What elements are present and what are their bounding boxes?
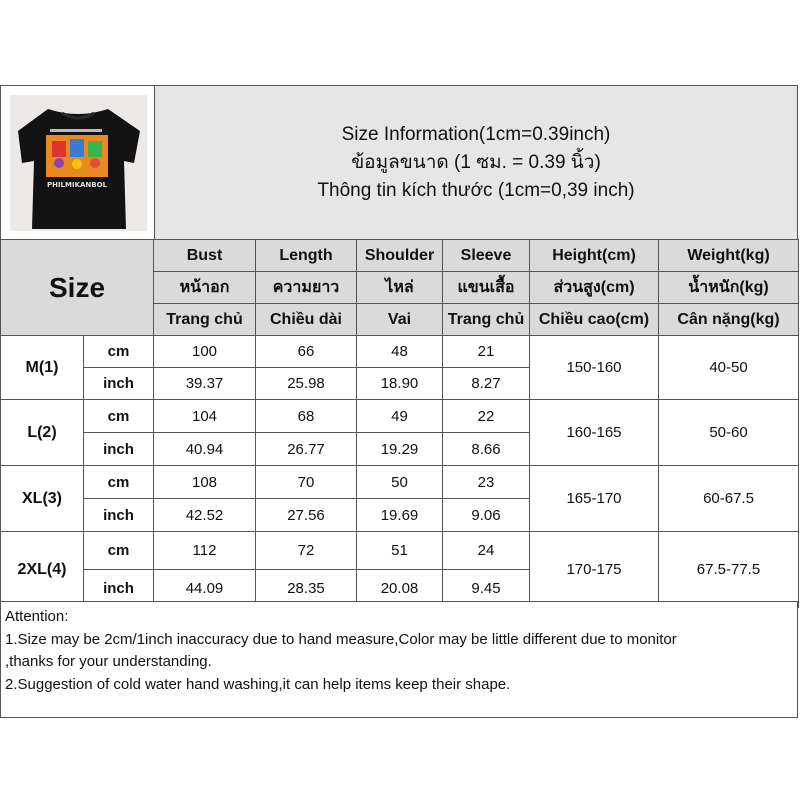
size-chart bbox=[0, 85, 799, 718]
unit-inch: inch bbox=[84, 570, 154, 608]
column-header-shoulder-th: ไหล่ bbox=[357, 272, 443, 304]
cell-length-inch: 26.77 bbox=[256, 433, 357, 466]
size-row-cm bbox=[1, 400, 799, 433]
size-row-cm bbox=[1, 336, 799, 368]
size-name: M(1) bbox=[1, 336, 84, 400]
cell-height: 160-165 bbox=[530, 400, 659, 466]
cell-height: 165-170 bbox=[530, 466, 659, 532]
cell-weight: 40-50 bbox=[659, 336, 799, 400]
shirt-print-text: PHILMIKANBOL bbox=[46, 181, 108, 189]
column-header-sleeve-th: แขนเสื้อ bbox=[443, 272, 530, 304]
cell-length-cm: 66 bbox=[256, 336, 357, 368]
unit-cm: cm bbox=[84, 466, 154, 499]
cell-height: 150-160 bbox=[530, 336, 659, 400]
column-header-weight-vi: Cân nặng(kg) bbox=[659, 304, 799, 336]
cell-bust-cm: 104 bbox=[154, 400, 256, 433]
size-info-title-th: ข้อมูลขนาด (1 ซม. = 0.39 นิ้ว) bbox=[351, 151, 601, 173]
column-header-shoulder: Shoulder bbox=[357, 240, 443, 272]
column-header-height: Height(cm) bbox=[530, 240, 659, 272]
unit-cm: cm bbox=[84, 532, 154, 570]
column-header-length-th: ความยาว bbox=[256, 272, 357, 304]
cell-bust-cm: 108 bbox=[154, 466, 256, 499]
column-header-sleeve: Sleeve bbox=[443, 240, 530, 272]
cell-shoulder-cm: 49 bbox=[357, 400, 443, 433]
cell-length-cm: 72 bbox=[256, 532, 357, 570]
tshirt-image bbox=[12, 101, 144, 229]
cell-bust-inch: 39.37 bbox=[154, 368, 256, 400]
cell-weight: 67.5-77.5 bbox=[659, 532, 799, 608]
attention-note-1-continued: ,thanks for your understanding. bbox=[5, 653, 212, 670]
unit-cm: cm bbox=[84, 400, 154, 433]
cell-bust-inch: 40.94 bbox=[154, 433, 256, 466]
cell-shoulder-inch: 19.29 bbox=[357, 433, 443, 466]
header-row-en bbox=[1, 240, 799, 272]
cell-sleeve-cm: 24 bbox=[443, 532, 530, 570]
cell-height: 170-175 bbox=[530, 532, 659, 608]
product-photo bbox=[10, 95, 147, 231]
size-row-cm bbox=[1, 532, 799, 570]
cell-shoulder-inch: 19.69 bbox=[357, 499, 443, 532]
cell-weight: 50-60 bbox=[659, 400, 799, 466]
cell-sleeve-cm: 21 bbox=[443, 336, 530, 368]
column-header-length-vi: Chiều dài bbox=[256, 304, 357, 336]
column-header-sleeve-vi: Trang chủ bbox=[443, 304, 530, 336]
cell-bust-cm: 100 bbox=[154, 336, 256, 368]
unit-inch: inch bbox=[84, 433, 154, 466]
product-photo-cell bbox=[1, 86, 155, 239]
size-table bbox=[0, 239, 799, 608]
cell-length-inch: 27.56 bbox=[256, 499, 357, 532]
cell-shoulder-cm: 51 bbox=[357, 532, 443, 570]
size-info-title-en: Size Information(1cm=0.39inch) bbox=[341, 123, 611, 145]
cell-sleeve-inch: 9.45 bbox=[443, 570, 530, 608]
unit-cm: cm bbox=[84, 336, 154, 368]
cell-sleeve-inch: 8.66 bbox=[443, 433, 530, 466]
attention-note-1: 1.Size may be 2cm/1inch inaccuracy due to hand measure,Color may be little different due to monitor bbox=[5, 630, 677, 648]
column-header-height-th: ส่วนสูง(cm) bbox=[530, 272, 659, 304]
cell-sleeve-inch: 8.27 bbox=[443, 368, 530, 400]
column-header-bust-vi: Trang chủ bbox=[154, 304, 256, 336]
cell-shoulder-cm: 48 bbox=[357, 336, 443, 368]
size-info-title-vi: Thông tin kích thước (1cm=0,39 inch) bbox=[317, 179, 635, 201]
cell-shoulder-inch: 20.08 bbox=[357, 570, 443, 608]
column-header-bust: Bust bbox=[154, 240, 256, 272]
cell-length-inch: 25.98 bbox=[256, 368, 357, 400]
cell-weight: 60-67.5 bbox=[659, 466, 799, 532]
size-row-cm bbox=[1, 466, 799, 499]
column-header-height-vi: Chiều cao(cm) bbox=[530, 304, 659, 336]
cell-sleeve-inch: 9.06 bbox=[443, 499, 530, 532]
column-header-weight-th: น้ำหนัก(kg) bbox=[659, 272, 799, 304]
unit-inch: inch bbox=[84, 499, 154, 532]
cell-sleeve-cm: 23 bbox=[443, 466, 530, 499]
size-info-block bbox=[155, 86, 797, 239]
cell-bust-cm: 112 bbox=[154, 532, 256, 570]
size-name: XL(3) bbox=[1, 466, 84, 532]
cell-length-cm: 68 bbox=[256, 400, 357, 433]
cell-shoulder-cm: 50 bbox=[357, 466, 443, 499]
cell-length-inch: 28.35 bbox=[256, 570, 357, 608]
unit-inch: inch bbox=[84, 368, 154, 400]
column-header-shoulder-vi: Vai bbox=[357, 304, 443, 336]
column-header-weight: Weight(kg) bbox=[659, 240, 799, 272]
size-column-header: Size bbox=[1, 240, 154, 336]
column-header-length: Length bbox=[256, 240, 357, 272]
column-header-bust-th: หน้าอก bbox=[154, 272, 256, 304]
chart-header bbox=[0, 85, 798, 240]
cell-bust-inch: 42.52 bbox=[154, 499, 256, 532]
attention-note-2: 2.Suggestion of cold water hand washing,it can help items keep their shape. bbox=[5, 675, 511, 693]
size-name: L(2) bbox=[1, 400, 84, 466]
attention-notes bbox=[0, 601, 798, 718]
cell-length-cm: 70 bbox=[256, 466, 357, 499]
cell-sleeve-cm: 22 bbox=[443, 400, 530, 433]
cell-shoulder-inch: 18.90 bbox=[357, 368, 443, 400]
size-name: 2XL(4) bbox=[1, 532, 84, 608]
attention-heading: Attention: bbox=[5, 608, 69, 625]
cell-bust-inch: 44.09 bbox=[154, 570, 256, 608]
